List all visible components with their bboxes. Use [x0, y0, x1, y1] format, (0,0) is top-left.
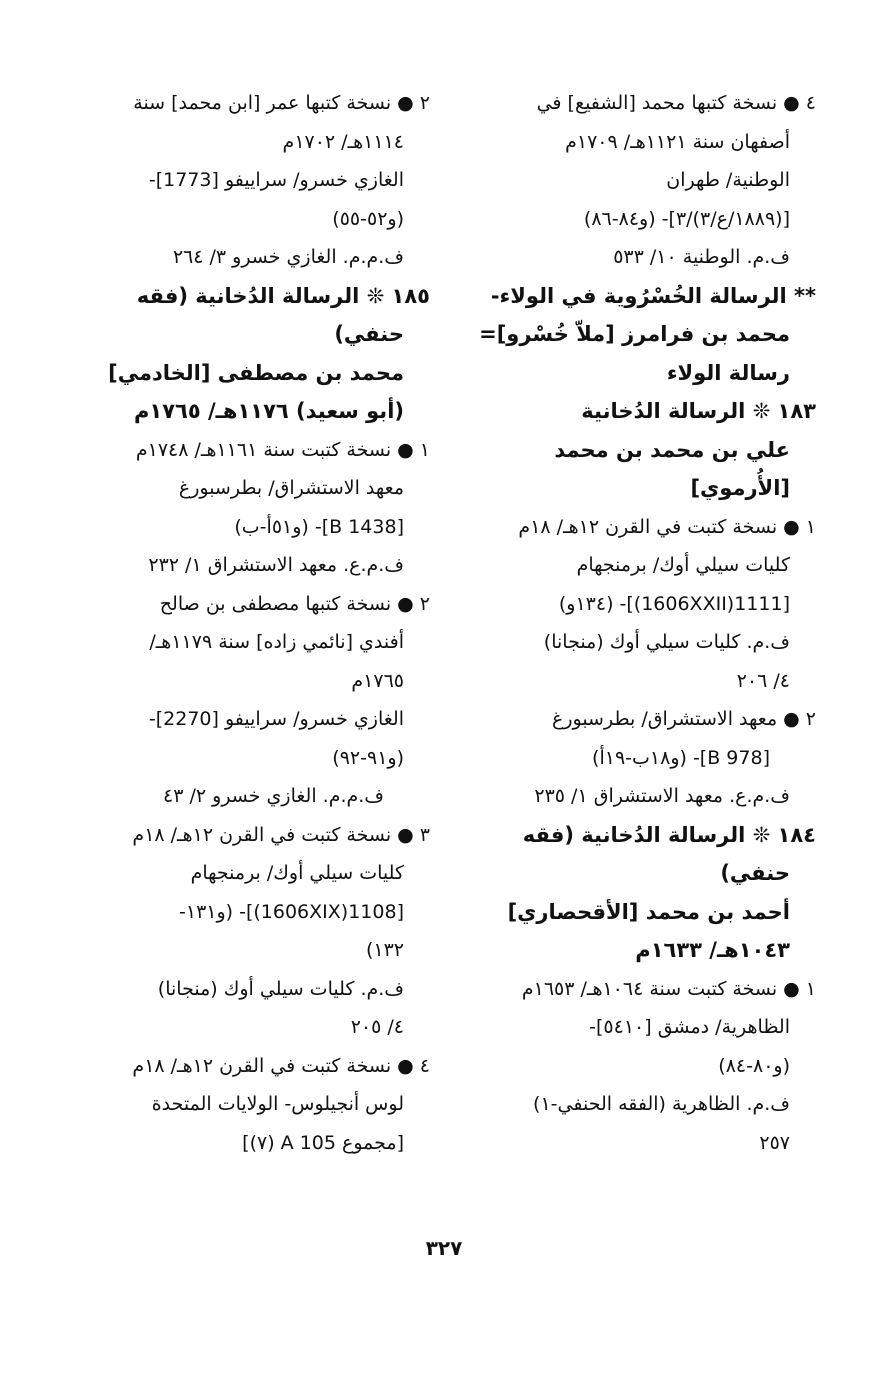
left-column-line: حنفي) [334, 322, 404, 346]
left-column-line: ف.م. كليات سيلي أوك (منجانا) [157, 977, 404, 1000]
left-column-line: [B 1438]- (و٥١أ-ب) [234, 515, 404, 538]
left-column-line: محمد بن مصطفى [الخادمي] [108, 360, 404, 385]
right-column-line: رسالة الولاء [666, 360, 790, 385]
left-column-line: (أبو سعيد) ١١٧٦هـ/ ١٧٦٥م [134, 399, 404, 423]
right-column-line: محمد بن فرامرز [ملاّ خُسْرو]= [479, 322, 790, 346]
left-column-line: ١ ● نسخة كتبت سنة ١١٦١هـ/ ١٧٤٨م [135, 438, 430, 461]
right-column-line: حنفي) [720, 861, 790, 885]
left-column-line: ٢ ● نسخة كتبها مصطفى بن صالح [159, 592, 430, 615]
left-column-line: الغازي خسرو/ سراييفو [2270]- [148, 708, 404, 730]
right-column-line: ف.م. الوطنية ١٠/ ٥٣٣ [613, 246, 790, 268]
right-column-line: ** الرسالة الخُسْرُوية في الولاء- [490, 283, 816, 308]
right-column-line: ١٠٤٣هـ/ ١٦٣٣م [635, 938, 790, 962]
right-column-line: ١٨٣ ❊ الرسالة الدُخانية [581, 399, 816, 423]
right-column-line: ٢ ● معهد الاستشراق/ بطرسبورغ [552, 708, 816, 730]
left-column-line: (و٥٢-٥٥) [332, 207, 404, 230]
right-column-line: ف.م. كليات سيلي أوك (منجانا) [543, 631, 790, 653]
left-column-line: ف.م.ع. معهد الاستشراق ١/ ٢٣٢ [148, 554, 404, 576]
right-column-line: [1111(1606XXII)]- (١٣٤و) [558, 592, 790, 615]
right-column-line: علي بن محمد بن محمد [554, 437, 790, 462]
left-column-line: أفندي [نائمي زاده] سنة ١١٧٩هـ/ [149, 631, 404, 653]
left-column-line: (و٩١-٩٢) [332, 746, 404, 769]
left-column-line: كليات سيلي أوك/ برمنجهام [190, 862, 404, 884]
right-column-line: ٢٥٧ [759, 1131, 790, 1154]
left-column-line: ٣ ● نسخة كتبت في القرن ١٢هـ/ ١٨م [132, 823, 430, 846]
right-column-line: (و٨٠-٨٤) [718, 1054, 790, 1077]
left-column-line: ف.م.م. الغازي خسرو ٣/ ٢٦٤ [172, 246, 404, 268]
left-column-line: معهد الاستشراق/ بطرسبورغ [178, 477, 404, 499]
left-column-line: لوس أنجيلوس- الولايات المتحدة [151, 1093, 404, 1115]
right-column-line: ١٨٤ ❊ الرسالة الدُخانية (فقه [522, 822, 816, 847]
left-column-line: الغازي خسرو/ سراييفو [1773]- [148, 169, 404, 191]
right-column-line: ١ ● نسخة كتبت سنة ١٠٦٤هـ/ ١٦٥٣م [521, 977, 816, 1000]
left-column-line: ٤ ● نسخة كتبت في القرن ١٢هـ/ ١٨م [132, 1054, 430, 1077]
right-column [471, 84, 816, 1162]
right-column-line: ف.م.ع. معهد الاستشراق ١/ ٢٣٥ [534, 785, 790, 807]
right-column-line: أصفهان سنة ١١٢١هـ/ ١٧٠٩م [565, 130, 790, 153]
right-column-line: ٤ ● نسخة كتبها محمد [الشفيع] في [536, 92, 816, 114]
left-column-line: [1108(1606XIX)]- (و١٣١- [179, 900, 404, 923]
left-column-line: ١٣٢) [365, 939, 404, 961]
left-column-line: ١١١٤هـ/ ١٧٠٢م [282, 130, 404, 153]
right-column-line: ف.م. الظاهرية (الفقه الحنفي-١) [533, 1093, 790, 1115]
right-column-line: [B 978]- (و١٨ب-١٩أ) [592, 746, 770, 769]
right-column-line: ٤/ ٢٠٦ [736, 669, 790, 692]
right-column-line: الوطنية/ طهران [666, 169, 790, 191]
page-number: ٣٢٧ [425, 1236, 463, 1260]
left-column [70, 84, 430, 1162]
left-column-line: ف.م.م. الغازي خسرو ٢/ ٤٣ [163, 785, 384, 807]
right-column-line: [الأُرموي] [690, 476, 790, 500]
right-column-line: الظاهرية/ دمشق [٥٤١٠]- [589, 1016, 790, 1038]
left-column-line: ٤/ ٢٠٥ [350, 1016, 404, 1038]
left-column-line: ٢ ● نسخة كتبها عمر [ابن محمد] سنة [133, 92, 430, 114]
left-column-line: ١٨٥ ❊ الرسالة الدُخانية (فقه [136, 283, 430, 308]
left-column-line: ١٧٦٥م [351, 669, 404, 692]
right-column-line: ١ ● نسخة كتبت في القرن ١٢هـ/ ١٨م [518, 515, 816, 538]
right-column-line: [(١٨٨٩/ع/٣)/٣]- (و٨٤-٨٦) [583, 207, 790, 230]
right-column-line: أحمد بن محمد [الأقحصاري] [507, 899, 790, 924]
left-column-line: [مجموع A 105 (٧)] [242, 1131, 404, 1154]
right-column-line: كليات سيلي أوك/ برمنجهام [576, 554, 790, 576]
